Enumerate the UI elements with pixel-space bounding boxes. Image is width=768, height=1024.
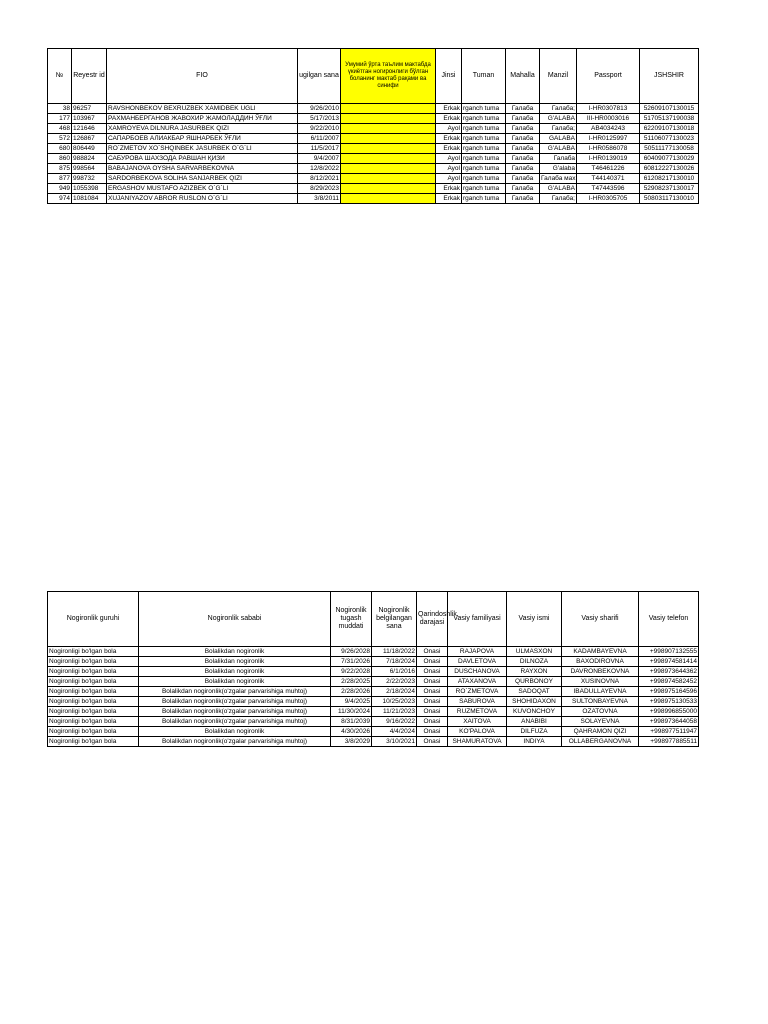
cell-end-date: 11/30/2024 [331, 707, 372, 717]
cell-guardian-surname: ATAXANOVA [448, 677, 507, 687]
cell-district: rganch tuma [462, 184, 506, 194]
col-mahalla: Mahalla [506, 49, 540, 104]
cell-district: rganch tuma [462, 104, 506, 114]
cell-birth-date: 9/4/2007 [298, 154, 341, 164]
table-row [48, 677, 699, 687]
cell-disability-reason: Bolalikdan nogironlik [139, 657, 331, 667]
cell-relation: Onasi [417, 647, 448, 657]
cell-fio: XAMROYEVA DILNURA JASURBEK QIZI [107, 124, 298, 134]
cell-jshshir: 51106077130023 [640, 134, 699, 144]
table-row [48, 174, 699, 184]
cell-birth-date: 12/8/2022 [298, 164, 341, 174]
cell-end-date: 9/22/2028 [331, 667, 372, 677]
cell-registry-id: 121646 [72, 124, 107, 134]
cell-relation: Onasi [417, 717, 448, 727]
col-guardian-patronymic: Vasiy sharifi [562, 592, 639, 647]
cell-guardian-phone: +998975130533 [639, 697, 699, 707]
cell-disability-reason: Bolalikdan nogironlik [139, 677, 331, 687]
cell-set-date: 11/21/2023 [372, 707, 417, 717]
table-row [48, 647, 699, 657]
cell-address: G'ALABA [540, 184, 577, 194]
cell-jshshir: 60409077130029 [640, 154, 699, 164]
col-number: № [48, 49, 72, 104]
cell-district: rganch tuma [462, 134, 506, 144]
cell-registry-id: 126867 [72, 134, 107, 144]
cell-school-class [341, 184, 436, 194]
cell-school-class [341, 144, 436, 154]
cell-guardian-name: DILFUZA [507, 727, 562, 737]
table-row [48, 134, 699, 144]
cell-passport: AB4034243 [577, 124, 640, 134]
cell-disability-group: Nogironligi bo'lgan bola [48, 667, 139, 677]
cell-registry-id: 988824 [72, 154, 107, 164]
cell-disability-reason: Bolalikdan nogironlik(o'zgalar parvarishiga muhtoj) [139, 687, 331, 697]
cell-disability-group: Nogironligi bo'lgan bola [48, 687, 139, 697]
header-row [48, 592, 699, 647]
cell-disability-group: Nogironligi bo'lgan bola [48, 717, 139, 727]
cell-address: Галаба; [540, 194, 577, 204]
cell-disability-group: Nogironligi bo'lgan bola [48, 697, 139, 707]
cell-disability-group: Nogironligi bo'lgan bola [48, 657, 139, 667]
col-guardian-name: Vasiy ismi [507, 592, 562, 647]
table-row [48, 114, 699, 124]
cell-district: rganch tuma [462, 124, 506, 134]
cell-district: rganch tuma [462, 114, 506, 124]
cell-school-class [341, 104, 436, 114]
cell-disability-group: Nogironligi bo'lgan bola [48, 707, 139, 717]
table-row [48, 717, 699, 727]
cell-passport: T46461226 [577, 164, 640, 174]
cell-guardian-surname: XAITOVA [448, 717, 507, 727]
cell-set-date: 2/22/2023 [372, 677, 417, 687]
cell-fio: ERGASHOV MUSTAFO AZIZBEK O`G`LI [107, 184, 298, 194]
cell-birth-date: 6/11/2007 [298, 134, 341, 144]
cell-school-class [341, 164, 436, 174]
cell-relation: Onasi [417, 657, 448, 667]
cell-school-class [341, 134, 436, 144]
cell-address: Галаба мах [541, 175, 576, 182]
cell-guardian-phone: +998974582452 [639, 677, 699, 687]
cell-guardian-patronymic: SULTONBAYEVNA [562, 697, 639, 707]
cell-disability-reason: Bolalikdan nogironlik(o'zgalar parvarishiga muhtoj) [139, 737, 331, 747]
col-passport: Passport [577, 49, 640, 104]
cell-disability-group: Nogironligi bo'lgan bola [48, 677, 139, 687]
cell-mahalla: Галаба [506, 114, 540, 124]
col-district: Tuman [462, 49, 506, 104]
cell-jshshir: 51705137190038 [640, 114, 699, 124]
cell-end-date: 9/26/2028 [331, 647, 372, 657]
cell-school-class [341, 174, 436, 184]
cell-district: rganch tuma [462, 154, 506, 164]
cell-disability-reason: Bolalikdan nogironlik(o'zgalar parvarishiga muhtoj) [139, 707, 331, 717]
cell-fio: RAVSHONBEKOV BEXRUZBEK XAMIDBEK UGLI [107, 104, 298, 114]
table-row [48, 164, 699, 174]
cell-disability-reason: Bolalikdan nogironlik [139, 647, 331, 657]
cell-guardian-surname: RAJAPOVA [448, 647, 507, 657]
cell-relation: Onasi [417, 737, 448, 747]
cell-guardian-patronymic: SOLAYEVNA [562, 717, 639, 727]
cell-registry-id: 998564 [72, 164, 107, 174]
header-row [48, 49, 699, 104]
cell-birth-date: 9/26/2010 [298, 104, 341, 114]
cell-mahalla: Галаба [506, 164, 540, 174]
cell-number: 38 [48, 104, 72, 114]
cell-set-date: 9/16/2022 [372, 717, 417, 727]
cell-registry-id: 1055398 [72, 184, 107, 194]
cell-birth-date: 9/22/2010 [298, 124, 341, 134]
col-set-date: Nogironlik belgilangan sana [372, 592, 417, 647]
cell-guardian-surname: RUZMETOVA [448, 707, 507, 717]
cell-gender: Ayol [436, 174, 462, 184]
cell-relation: Onasi [417, 707, 448, 717]
cell-birth-date: 3/8/2011 [298, 194, 341, 204]
table-row [48, 687, 699, 697]
cell-disability-reason: Bolalikdan nogironlik [139, 727, 331, 737]
cell-fio: RO`ZMETOV XO`SHQINBEK JASURBEK O`G`LI [107, 144, 298, 154]
cell-set-date: 7/18/2024 [372, 657, 417, 667]
cell-district: rganch tuma [462, 174, 506, 184]
cell-fio: РАХМАНБЕРГАНОВ ЖАВОХИР ЖАМОЛАДДИН ЎҒЛИ [107, 114, 298, 124]
cell-end-date: 2/28/2026 [331, 687, 372, 697]
cell-disability-reason: Bolalikdan nogironlik(o'zgalar parvarishiga muhtoj) [139, 717, 331, 727]
cell-guardian-patronymic: QAHRAMON QIZI [562, 727, 639, 737]
cell-gender: Erkak [436, 144, 462, 154]
cell-address: Галаба; [540, 124, 577, 134]
cell-guardian-phone: +998977511947 [639, 727, 699, 737]
cell-school-class [341, 124, 436, 134]
cell-registry-id: 96257 [72, 104, 107, 114]
cell-disability-reason: Bolalikdan nogironlik [139, 667, 331, 677]
cell-address: G'ALABA [540, 114, 577, 124]
cell-relation: Onasi [417, 727, 448, 737]
cell-passport: I-HR0139019 [577, 154, 640, 164]
cell-end-date: 3/8/2029 [331, 737, 372, 747]
cell-guardian-surname: DAVLETOVA [448, 657, 507, 667]
cell-number: 572 [48, 134, 72, 144]
cell-passport: III-HR0003016 [577, 114, 640, 124]
cell-guardian-name: INDIYA [507, 737, 562, 747]
cell-set-date: 3/10/2021 [372, 737, 417, 747]
cell-number: 974 [48, 194, 72, 204]
col-guardian-surname: Vasiy familiyasi [448, 592, 507, 647]
cell-number: 468 [48, 124, 72, 134]
cell-guardian-surname: SHAMURATOVA [448, 737, 507, 747]
cell-registry-id: 998732 [72, 174, 107, 184]
cell-end-date: 4/30/2026 [331, 727, 372, 737]
cell-end-date: 7/31/2026 [331, 657, 372, 667]
col-disability-reason: Nogironlik sababi [139, 592, 331, 647]
cell-registry-id: 1081084 [72, 194, 107, 204]
cell-mahalla: Галаба [506, 134, 540, 144]
cell-guardian-phone: +998974581414 [639, 657, 699, 667]
cell-address: G'alaba [540, 164, 577, 174]
col-disability-group: Nogironlik guruhi [48, 592, 139, 647]
cell-jshshir: 52908237130017 [640, 184, 699, 194]
table-row [48, 667, 699, 677]
table-row [48, 737, 699, 747]
cell-number: 877 [48, 174, 72, 184]
table-row [48, 154, 699, 164]
cell-guardian-patronymic: OLLABERGANOVNA [562, 737, 639, 747]
cell-guardian-patronymic: BAXODIROVNA [562, 657, 639, 667]
cell-gender: Ayol [436, 154, 462, 164]
cell-guardian-phone: +998973644362 [639, 667, 699, 677]
table-row [48, 707, 699, 717]
cell-guardian-name: SHOHIDAXON [507, 697, 562, 707]
cell-guardian-phone: +998996855000 [639, 707, 699, 717]
table-row [48, 697, 699, 707]
cell-relation: Onasi [417, 677, 448, 687]
table-row [48, 727, 699, 737]
cell-disability-group: Nogironligi bo'lgan bola [48, 737, 139, 747]
table-row [48, 144, 699, 154]
records-table [47, 48, 699, 204]
cell-number: 949 [48, 184, 72, 194]
cell-set-date: 4/4/2024 [372, 727, 417, 737]
cell-guardian-name: ANABIBI [507, 717, 562, 727]
cell-number: 177 [48, 114, 72, 124]
cell-school-class [341, 194, 436, 204]
col-birth-date: ugilgan sana [298, 49, 341, 104]
cell-relation: Onasi [417, 697, 448, 707]
cell-birth-date: 8/12/2021 [298, 174, 341, 184]
col-jshshir: JSHSHIR [640, 49, 699, 104]
cell-gender: Ayol [436, 164, 462, 174]
cell-jshshir: 52609107130015 [640, 104, 699, 114]
cell-gender: Ayol [436, 124, 462, 134]
cell-district: rganch tuma [462, 194, 506, 204]
cell-guardian-name: QURBONOY [507, 677, 562, 687]
cell-guardian-phone: +998975164596 [639, 687, 699, 697]
cell-mahalla: Галаба [506, 124, 540, 134]
cell-passport: I-HR0307813 [577, 104, 640, 114]
cell-set-date: 10/25/2023 [372, 697, 417, 707]
cell-end-date: 2/28/2025 [331, 677, 372, 687]
cell-guardian-name: DILNOZA [507, 657, 562, 667]
cell-gender: Erkak [436, 114, 462, 124]
col-fio: FIO [107, 49, 298, 104]
col-address: Manzil [540, 49, 577, 104]
cell-guardian-surname: DUSCHANOVA [448, 667, 507, 677]
disability-table [47, 591, 699, 747]
cell-set-date: 6/1/2016 [372, 667, 417, 677]
cell-jshshir: 62209107130018 [640, 124, 699, 134]
cell-guardian-patronymic: XUSINOVNA [562, 677, 639, 687]
cell-jshshir: 60812227130026 [640, 164, 699, 174]
cell-guardian-patronymic: IBADULLAYEVNA [562, 687, 639, 697]
cell-mahalla: Галаба [506, 104, 540, 114]
cell-address: G'ALABA [540, 144, 577, 154]
cell-number: 860 [48, 154, 72, 164]
col-relation: Qarindoshlik darajasi [417, 592, 448, 647]
cell-jshshir: 61208217130010 [640, 174, 699, 184]
cell-disability-group: Nogironligi bo'lgan bola [48, 727, 139, 737]
cell-number: 875 [48, 164, 72, 174]
cell-set-date: 11/18/2022 [372, 647, 417, 657]
cell-guardian-name: SADOQAT [507, 687, 562, 697]
cell-passport: T47443596 [577, 184, 640, 194]
cell-birth-date: 8/29/2023 [298, 184, 341, 194]
col-registry-id: Reyestr id [72, 49, 107, 104]
cell-mahalla: Галаба [506, 144, 540, 154]
cell-mahalla: Галаба [506, 184, 540, 194]
cell-guardian-phone: +998973644058 [639, 717, 699, 727]
cell-passport: I-HR0586078 [577, 144, 640, 154]
cell-disability-reason: Bolalikdan nogironlik(o'zgalar parvarishiga muhtoj) [139, 697, 331, 707]
cell-address: Галаба; [540, 104, 577, 114]
table-row [48, 104, 699, 114]
cell-fio: САПАРБОЕВ АЛИАКБАР ЯШНАРБЕК ЎҒЛИ [107, 134, 298, 144]
cell-gender: Erkak [436, 104, 462, 114]
col-guardian-phone: Vasiy telefon [639, 592, 699, 647]
cell-guardian-patronymic: KADAMBAYEVNA [562, 647, 639, 657]
cell-fio: САБУРОВА ШАХЗОДА РАВШАН ҚИЗИ [107, 154, 298, 164]
cell-address: GALABA [540, 134, 577, 144]
cell-district: rganch tuma [462, 164, 506, 174]
cell-mahalla: Галаба [506, 194, 540, 204]
cell-passport: T44140371 [577, 174, 640, 184]
table-row [48, 124, 699, 134]
cell-registry-id: 103967 [72, 114, 107, 124]
col-gender: Jinsi [436, 49, 462, 104]
cell-guardian-surname: SABUROVA [448, 697, 507, 707]
cell-fio: BABAJANOVA OYSHA SARVARBEKOVNA [107, 164, 298, 174]
table-row [48, 194, 699, 204]
cell-end-date: 8/31/2039 [331, 717, 372, 727]
cell-guardian-name: RAYXON [507, 667, 562, 677]
cell-guardian-patronymic: DAVRONBEKOVNA [562, 667, 639, 677]
cell-jshshir: 50803117130010 [640, 194, 699, 204]
cell-passport: I-HR0305705 [577, 194, 640, 204]
cell-relation: Onasi [417, 667, 448, 677]
cell-relation: Onasi [417, 687, 448, 697]
cell-passport: I-HR0125997 [577, 134, 640, 144]
col-end-date: Nogironlik tugash muddati [331, 592, 372, 647]
table-row [48, 657, 699, 667]
cell-fio: XUJANIYAZOV ABROR RUSLON O`G`LI [107, 194, 298, 204]
cell-end-date: 9/4/2025 [331, 697, 372, 707]
cell-district: rganch tuma [462, 144, 506, 154]
cell-gender: Erkak [436, 134, 462, 144]
cell-address: Галаба [540, 154, 577, 164]
cell-mahalla: Галаба [506, 154, 540, 164]
cell-birth-date: 5/17/2013 [298, 114, 341, 124]
cell-birth-date: 11/5/2017 [298, 144, 341, 154]
table-row [48, 184, 699, 194]
cell-school-class [341, 114, 436, 124]
cell-registry-id: 806449 [72, 144, 107, 154]
cell-guardian-name: KUVONCHOY [507, 707, 562, 717]
cell-school-class [341, 154, 436, 164]
cell-mahalla: Галаба [506, 174, 540, 184]
cell-guardian-surname: KO'PALOVA [448, 727, 507, 737]
cell-guardian-phone: +998907132555 [639, 647, 699, 657]
cell-guardian-phone: +998977885511 [639, 737, 699, 747]
cell-guardian-name: ULMASXON [507, 647, 562, 657]
cell-number: 680 [48, 144, 72, 154]
cell-jshshir: 50511177130058 [640, 144, 699, 154]
cell-set-date: 2/18/2024 [372, 687, 417, 697]
cell-disability-group: Nogironligi bo'lgan bola [48, 647, 139, 657]
cell-fio: SARDORBEKOVA SOLIHA SANJARBEK QIZI [107, 174, 298, 184]
cell-guardian-surname: RO`ZMETOVA [448, 687, 507, 697]
col-school-class: Умумий ўрта таълим мактабда үкиётган ногиронлиги бўлган боланинг мактаб рақами ва синифи [341, 49, 436, 104]
cell-gender: Erkak [436, 184, 462, 194]
cell-guardian-patronymic: OZATOVNA [562, 707, 639, 717]
cell-gender: Erkak [436, 194, 462, 204]
